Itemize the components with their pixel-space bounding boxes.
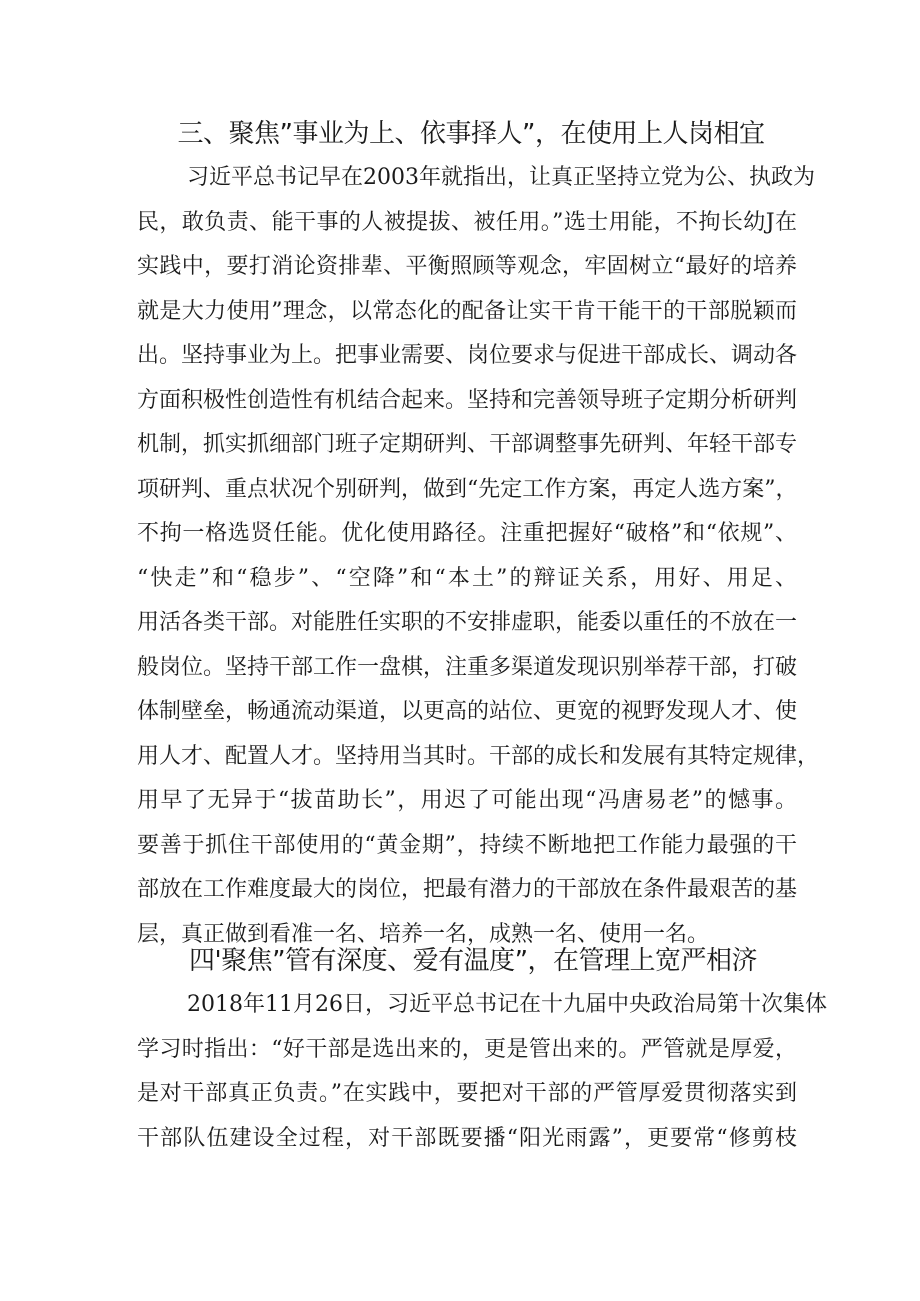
section-4-heading: 四'聚焦”管有深度、爱有温度”，在管理上宽严相济 — [188, 946, 758, 976]
paragraph-line: 民，敢负责、能干事的人被提拔、被任用。”选士用能，不拘长幼J在 — [137, 210, 797, 235]
paragraph-line: 体制壁垒，畅通流动渠道，以更高的站位、更宽的视野发现人才、使 — [137, 699, 798, 724]
paragraph-line: 就是大力使用”理念，以常态化的配备让实干肯干能干的干部脱颖而 — [137, 299, 797, 324]
paragraph-line: 干部队伍建设全过程，对干部既要播“阳光雨露”，更要常“修剪枝 — [137, 1126, 797, 1151]
paragraph-line: 习近平总书记早在2003年就指出，让真正坚持立党为公、执政为 — [187, 165, 815, 190]
paragraph-line: 实践中，要打消论资排辈、平衡照顾等观念，牢固树立“最好的培养 — [137, 254, 797, 279]
paragraph-line: 层，真正做到看准一名、培养一名，成熟一名、使用一名。 — [137, 922, 710, 947]
paragraph-line: 机制，抓实抓细部门班子定期研判、干部调整事先研判、年轻干部专 — [137, 432, 798, 457]
paragraph-line: 出。坚持事业为上。把事业需要、岗位要求与促进干部成长、调动各 — [137, 343, 798, 368]
paragraph-line: 用活各类干部。对能胜任实职的不安排虚职，能委以重任的不放在一 — [137, 610, 798, 635]
section-3-heading: 三、聚焦”事业为上、依事择人”，在使用上人岗相宜 — [177, 119, 765, 149]
paragraph-line: 是对干部真正负责。”在实践中，要把对干部的严管厚爱贯彻落实到 — [137, 1081, 797, 1106]
paragraph-line: 2018年11月26日，习近平总书记在十九届中央政治局第十次集体 — [187, 992, 827, 1017]
paragraph-line: 方面积极性创造性有机结合起来。坚持和完善领导班子定期分析研判 — [137, 388, 798, 413]
paragraph-line: 部放在工作难度最大的岗位，把最有潜力的干部放在条件最艰苦的基 — [137, 877, 798, 902]
paragraph-line: 用早了无异于“拔苗助长”，用迟了可能出现“冯唐易老”的憾事。 — [137, 788, 797, 813]
paragraph-line: 般岗位。坚持干部工作一盘棋，注重多渠道发现识别举荐干部，打破 — [137, 655, 798, 680]
paragraph-line: 不拘一格选贤任能。优化使用路径。注重把握好“破格”和“依规”、 — [137, 521, 797, 546]
paragraph-line: 学习时指出：“好干部是选出来的，更是管出来的。严管就是厚爱， — [137, 1037, 797, 1062]
paragraph-line: 要善于抓住干部使用的“黄金期”，持续不断地把工作能力最强的干 — [137, 833, 797, 858]
paragraph-line: 用人才、配置人才。坚持用当其时。干部的成长和发展有其特定规律， — [137, 744, 820, 769]
paragraph-line: “快走”和“稳步”、“空降”和“本土”的辩证关系，用好、用足、 — [137, 566, 797, 591]
paragraph-line: 项研判、重点状况个别研判，做到“先定工作方案，再定人选方案”， — [137, 477, 798, 502]
